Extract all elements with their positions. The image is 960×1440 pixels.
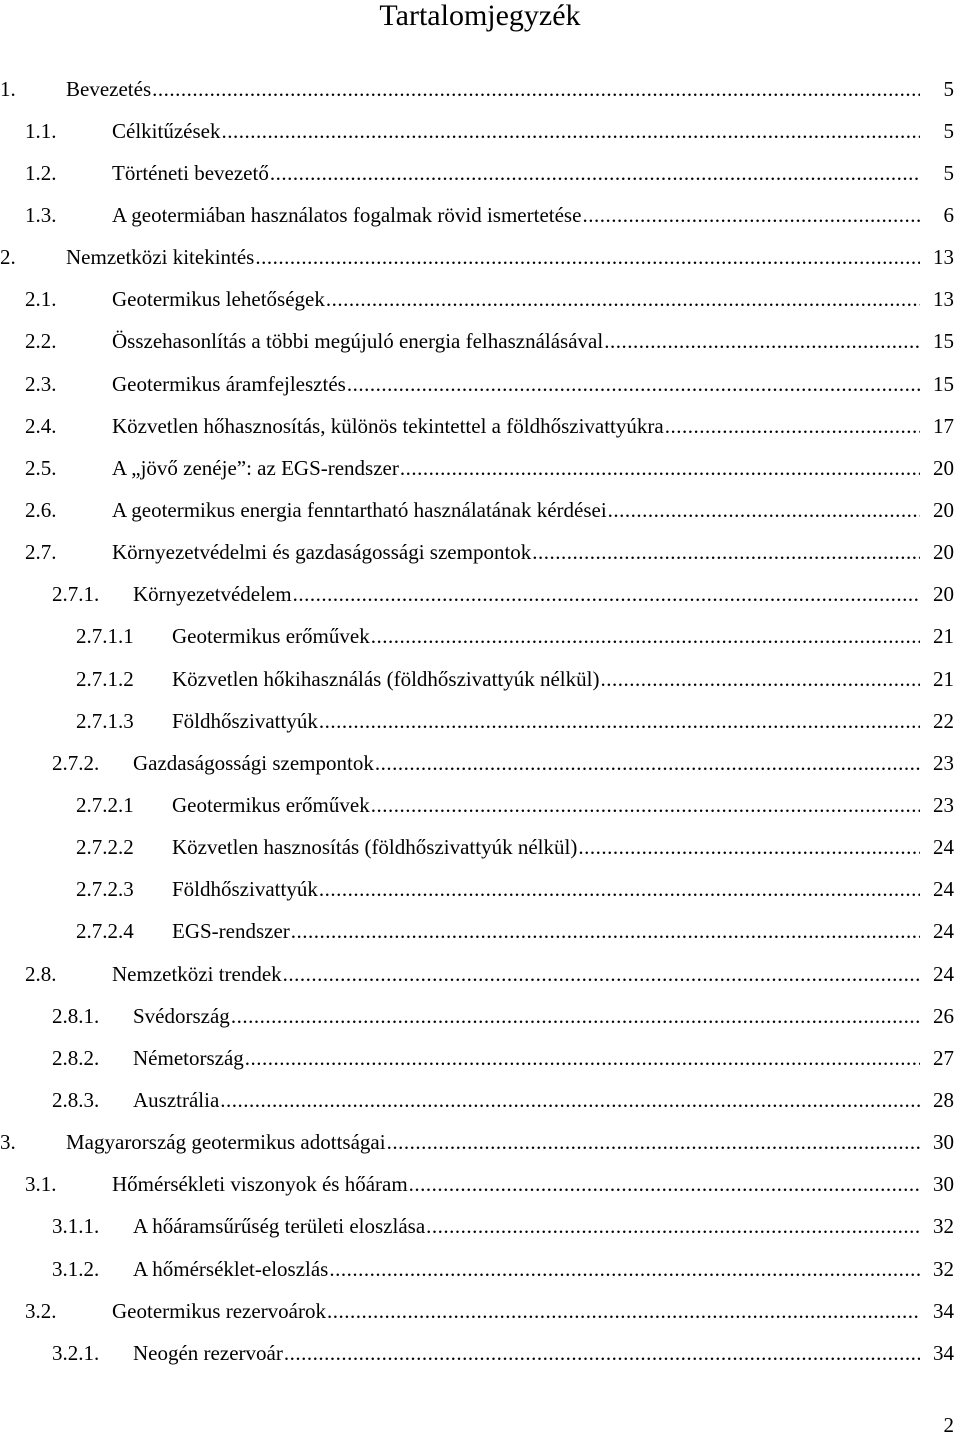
toc-entry-text — [112, 329, 920, 354]
toc-entry-page: 20 — [933, 540, 954, 565]
toc-entry-page: 24 — [933, 835, 954, 860]
toc-entry-text — [172, 667, 920, 692]
dot-leader — [231, 1004, 920, 1029]
toc-entry-text — [133, 1046, 920, 1071]
toc-entry-label: Célkitűzések — [112, 118, 221, 143]
toc-entry-number: 2.7.1.2 — [76, 666, 134, 691]
toc-entry[interactable] — [0, 489, 960, 531]
toc-entry-page: 34 — [933, 1340, 954, 1365]
dot-leader — [284, 1341, 920, 1366]
toc-entry-number: 2.4. — [25, 413, 57, 438]
toc-entry-text — [133, 1341, 920, 1366]
toc-entry-text — [112, 1172, 920, 1197]
dot-leader — [221, 119, 920, 144]
toc-entry-page: 32 — [933, 1214, 954, 1239]
dot-leader — [319, 877, 920, 902]
toc-entry-text — [112, 119, 920, 144]
toc-entry-number: 2.8.1. — [52, 1003, 100, 1028]
dot-leader — [326, 287, 920, 312]
toc-entry-page: 21 — [933, 666, 954, 691]
page-title: Tartalomjegyzék — [379, 0, 581, 32]
dot-leader — [283, 962, 920, 987]
dot-leader — [375, 751, 920, 776]
toc-entry-text — [133, 751, 920, 776]
toc-entry-number: 2.8.2. — [52, 1045, 100, 1070]
toc-entry[interactable] — [0, 68, 960, 110]
toc-entry-page: 30 — [933, 1172, 954, 1197]
toc-entry-page: 20 — [933, 582, 954, 607]
toc-entry-number: 2.8. — [25, 961, 57, 986]
toc-entry-page: 5 — [943, 118, 954, 143]
toc-entry-text — [112, 287, 920, 312]
toc-entry[interactable] — [0, 869, 960, 911]
toc-entry[interactable] — [0, 363, 960, 405]
dot-leader — [532, 540, 920, 565]
toc-entry[interactable] — [0, 1290, 960, 1332]
toc-entry-text — [172, 709, 920, 734]
toc-entry[interactable] — [0, 784, 960, 826]
toc-entry-text — [172, 877, 920, 902]
toc-entry-number: 2.7.1. — [52, 582, 100, 607]
toc-entry-page: 17 — [933, 413, 954, 438]
toc-entry[interactable] — [0, 321, 960, 363]
toc-entry[interactable] — [0, 742, 960, 784]
toc-entry-number: 2.8.3. — [52, 1087, 100, 1112]
toc-entry[interactable] — [0, 279, 960, 321]
toc-entry-text — [133, 582, 920, 607]
toc-entry-label: Svédország — [133, 1003, 230, 1028]
dot-leader — [152, 77, 920, 102]
toc-entry-page: 23 — [933, 750, 954, 775]
toc-entry[interactable] — [0, 995, 960, 1037]
toc-entry[interactable] — [0, 237, 960, 279]
toc-entry[interactable] — [0, 1037, 960, 1079]
toc-entry-label: A hőmérséklet-eloszlás — [133, 1256, 329, 1281]
toc-entry-page: 20 — [933, 455, 954, 480]
dot-leader — [371, 624, 920, 649]
dot-leader — [255, 245, 920, 270]
toc-entry-number: 3.1.2. — [52, 1256, 100, 1281]
dot-leader — [270, 161, 920, 186]
toc-entry-text — [112, 372, 920, 397]
toc-entry-label: Magyarország geotermikus adottságai — [66, 1130, 386, 1155]
toc-entry[interactable] — [0, 1248, 960, 1290]
toc-entry[interactable] — [0, 110, 960, 152]
toc-entry-number: 2.5. — [25, 455, 57, 480]
toc-entry[interactable] — [0, 658, 960, 700]
toc-entry-label: A „jövő zenéje”: az EGS-rendszer — [112, 455, 399, 480]
dot-leader — [582, 203, 920, 228]
toc-entry-text — [112, 540, 920, 565]
dot-leader — [400, 456, 920, 481]
toc-entry-label: A geotermiában használatos fogalmak rövid ismertetése — [112, 202, 582, 227]
toc-entry-text — [112, 414, 920, 439]
dot-leader — [291, 919, 920, 944]
toc-entry-number: 2. — [0, 245, 16, 270]
page-number: 2 — [943, 1413, 954, 1437]
toc-entry-page: 13 — [933, 245, 954, 270]
toc-entry-number: 3.2.1. — [52, 1340, 100, 1365]
toc-entry-text — [133, 1214, 920, 1239]
toc-entry-text — [172, 919, 920, 944]
toc-entry-text — [66, 77, 920, 102]
dot-leader — [220, 1088, 920, 1113]
toc-entry[interactable] — [0, 194, 960, 236]
toc-entry-label: Geotermikus erőművek — [172, 792, 370, 817]
toc-entry-number: 1.3. — [25, 202, 57, 227]
toc-entry-number: 3.1. — [25, 1172, 57, 1197]
toc-entry[interactable] — [0, 616, 960, 658]
toc-entry-text — [112, 962, 920, 987]
toc-entry[interactable] — [0, 1122, 960, 1164]
toc-entry-label: Környezetvédelem — [133, 582, 292, 607]
toc-entry-label: Közvetlen hőkihasználás (földhőszivattyúk nélkül) — [172, 666, 600, 691]
toc-entry-number: 3.2. — [25, 1298, 57, 1323]
toc-entry-text — [112, 1299, 920, 1324]
toc-entry-page: 15 — [933, 371, 954, 396]
toc-entry-text — [172, 835, 920, 860]
toc-entry-label: A geotermikus energia fenntartható használatának kérdései — [112, 497, 607, 522]
toc-entry-page: 30 — [933, 1130, 954, 1155]
dot-leader — [608, 498, 920, 523]
toc-entry-text — [112, 498, 920, 523]
toc-entry[interactable] — [0, 447, 960, 489]
toc-entry-text — [112, 456, 920, 481]
toc-entry-page: 15 — [933, 329, 954, 354]
table-of-contents — [0, 68, 960, 1374]
toc-entry-text — [172, 624, 920, 649]
toc-entry[interactable] — [0, 1206, 960, 1248]
toc-entry-page: 21 — [933, 624, 954, 649]
toc-entry-number: 1.2. — [25, 160, 57, 185]
dot-leader — [604, 329, 920, 354]
toc-entry-page: 5 — [943, 76, 954, 101]
toc-entry[interactable] — [0, 1332, 960, 1374]
toc-entry-label: Geotermikus áramfejlesztés — [112, 371, 346, 396]
dot-leader — [387, 1130, 920, 1155]
toc-entry-number: 2.1. — [25, 287, 57, 312]
dot-leader — [426, 1214, 920, 1239]
toc-entry[interactable] — [0, 953, 960, 995]
toc-entry[interactable] — [0, 827, 960, 869]
toc-entry-number: 3. — [0, 1130, 16, 1155]
toc-entry-page: 27 — [933, 1045, 954, 1070]
dot-leader — [665, 414, 920, 439]
toc-entry-number: 2.7.2. — [52, 750, 100, 775]
toc-entry-number: 3.1.1. — [52, 1214, 100, 1239]
dot-leader — [600, 667, 920, 692]
toc-entry-text — [112, 161, 920, 186]
toc-entry-label: Nemzetközi kitekintés — [66, 245, 255, 270]
dot-leader — [319, 709, 920, 734]
toc-entry-number: 2.7.2.2 — [76, 835, 134, 860]
toc-entry-label: Németország — [133, 1045, 244, 1070]
toc-entry-page: 28 — [933, 1087, 954, 1112]
toc-entry-number: 2.6. — [25, 497, 57, 522]
toc-entry[interactable] — [0, 532, 960, 574]
toc-entry-label: Geotermikus rezervoárok — [112, 1298, 326, 1323]
toc-entry-number: 1. — [0, 76, 16, 101]
dot-leader — [327, 1299, 920, 1324]
dot-leader — [409, 1172, 920, 1197]
toc-entry-number: 2.7.1.1 — [76, 624, 134, 649]
toc-entry-page: 24 — [933, 919, 954, 944]
toc-entry[interactable] — [0, 1079, 960, 1121]
toc-entry-text — [133, 1004, 920, 1029]
toc-entry-label: Földhőszivattyúk — [172, 877, 318, 902]
toc-entry-label: A hőáramsűrűség területi eloszlása — [133, 1214, 426, 1239]
toc-entry-page: 20 — [933, 497, 954, 522]
toc-entry-text — [66, 1130, 920, 1155]
toc-entry-number: 2.3. — [25, 371, 57, 396]
toc-entry-page: 24 — [933, 961, 954, 986]
toc-entry-label: Földhőszivattyúk — [172, 708, 318, 733]
toc-entry-page: 26 — [933, 1003, 954, 1028]
toc-entry[interactable] — [0, 405, 960, 447]
toc-entry-label: Közvetlen hasznosítás (földhőszivattyúk nélkül) — [172, 835, 578, 860]
toc-entry-label: Geotermikus erőművek — [172, 624, 370, 649]
toc-entry-number: 2.7.2.4 — [76, 919, 134, 944]
toc-entry-label: Történeti bevezető — [112, 160, 269, 185]
toc-entry-label: Bevezetés — [66, 76, 152, 101]
toc-entry-page: 24 — [933, 877, 954, 902]
toc-entry-text — [66, 245, 920, 270]
toc-entry-number: 2.2. — [25, 329, 57, 354]
toc-entry[interactable] — [0, 911, 960, 953]
toc-entry-number: 1.1. — [25, 118, 57, 143]
toc-entry-page: 23 — [933, 792, 954, 817]
dot-leader — [245, 1046, 920, 1071]
toc-entry-page: 32 — [933, 1256, 954, 1281]
toc-entry-number: 2.7.2.1 — [76, 792, 134, 817]
toc-entry-page: 13 — [933, 287, 954, 312]
toc-entry[interactable] — [0, 152, 960, 194]
toc-entry-page: 22 — [933, 708, 954, 733]
toc-entry-label: Összehasonlítás a többi megújuló energia felhasználásával — [112, 329, 604, 354]
dot-leader — [347, 372, 920, 397]
toc-entry-label: Gazdaságossági szempontok — [133, 750, 374, 775]
toc-entry-label: Geotermikus lehetőségek — [112, 287, 325, 312]
toc-entry-label: Környezetvédelmi és gazdaságossági szempontok — [112, 540, 532, 565]
dot-leader — [293, 582, 920, 607]
toc-entry-label: Hőmérsékleti viszonyok és hőáram — [112, 1172, 408, 1197]
toc-entry[interactable] — [0, 700, 960, 742]
toc-entry-number: 2.7. — [25, 540, 57, 565]
toc-entry-label: Ausztrália — [133, 1087, 220, 1112]
toc-entry-label: Neogén rezervoár — [133, 1340, 283, 1365]
toc-entry-text — [133, 1257, 920, 1282]
dot-leader — [371, 793, 920, 818]
toc-entry-label: Nemzetközi trendek — [112, 961, 282, 986]
toc-entry-text — [172, 793, 920, 818]
toc-entry-label: Közvetlen hőhasznosítás, különös tekintettel a földhőszivattyúkra — [112, 413, 664, 438]
dot-leader — [329, 1257, 920, 1282]
toc-entry-label: EGS-rendszer — [172, 919, 290, 944]
toc-entry[interactable] — [0, 574, 960, 616]
toc-entry[interactable] — [0, 1164, 960, 1206]
toc-entry-page: 34 — [933, 1298, 954, 1323]
toc-entry-page: 5 — [943, 160, 954, 185]
dot-leader — [578, 835, 920, 860]
toc-entry-number: 2.7.2.3 — [76, 877, 134, 902]
toc-entry-text — [133, 1088, 920, 1113]
toc-entry-text — [112, 203, 920, 228]
toc-entry-number: 2.7.1.3 — [76, 708, 134, 733]
toc-entry-page: 6 — [943, 202, 954, 227]
